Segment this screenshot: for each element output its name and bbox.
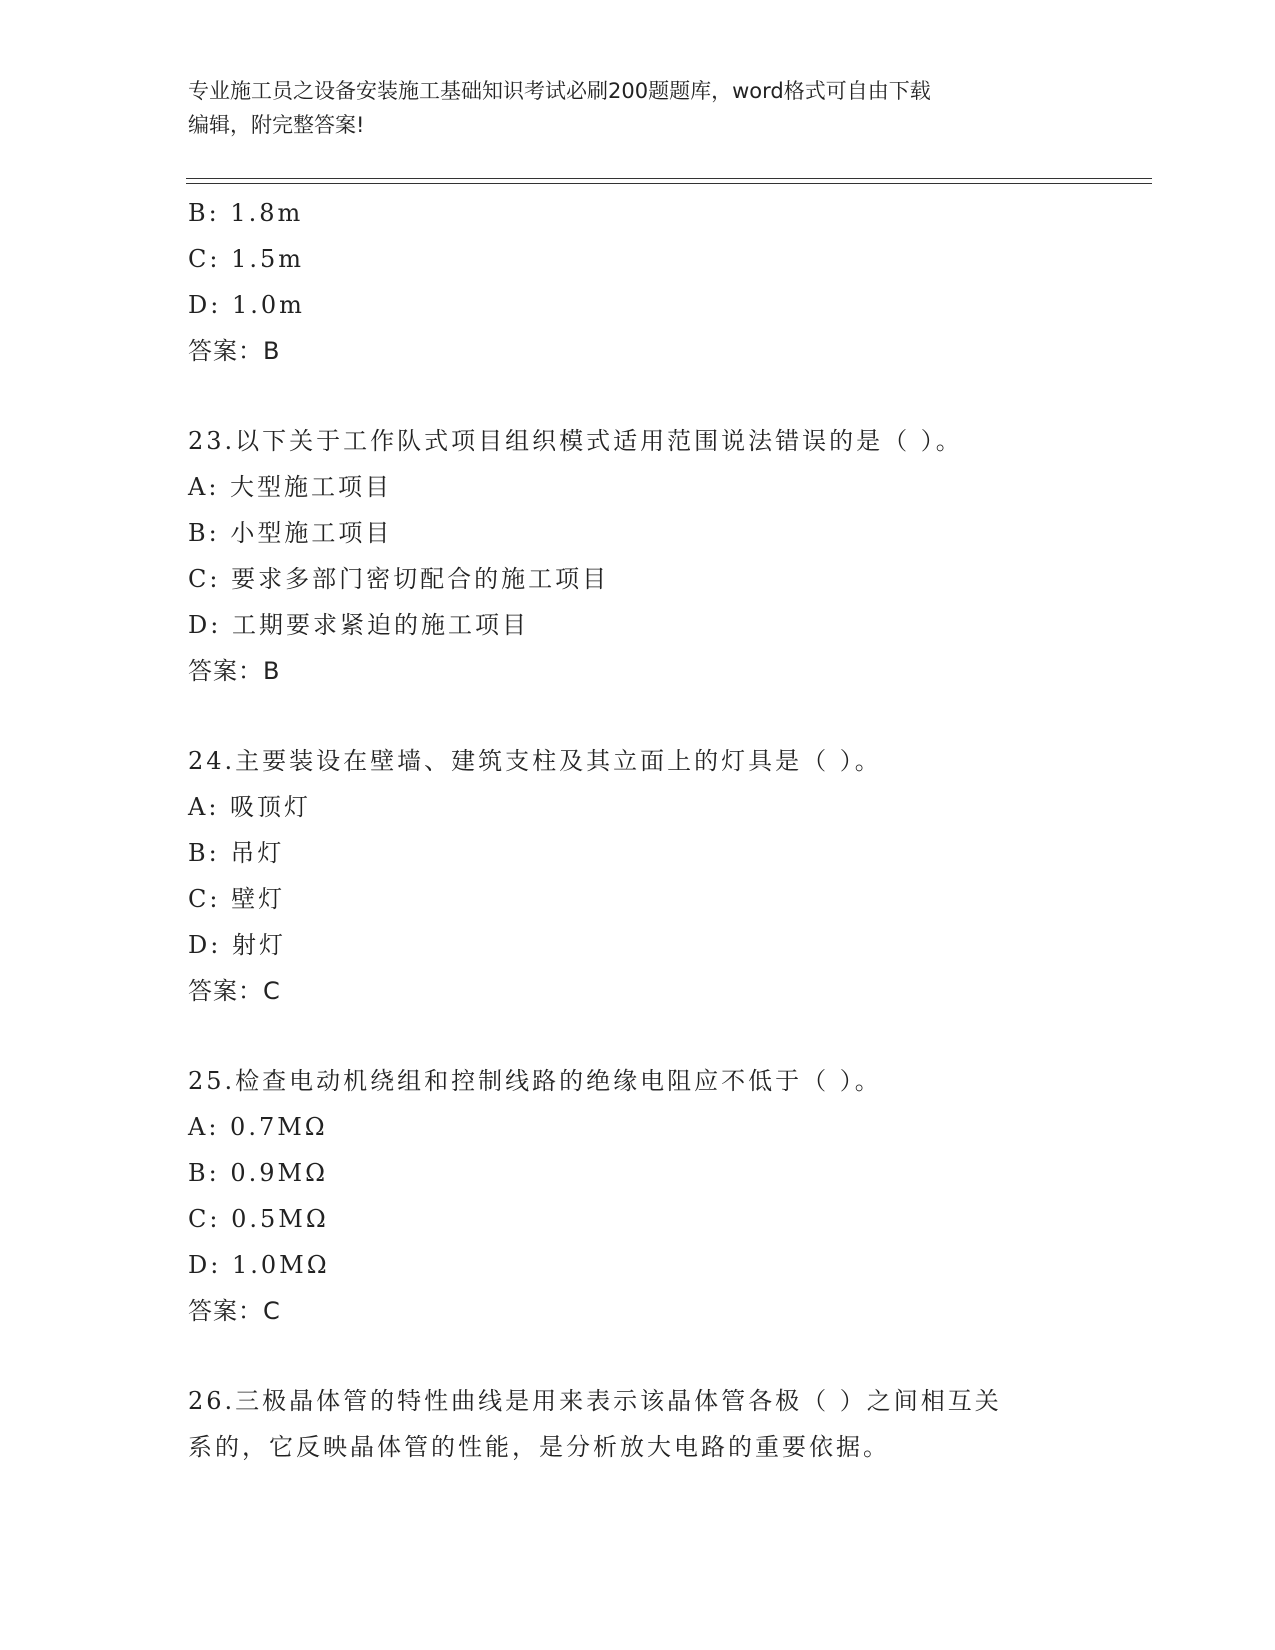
option-b: B: 1.8m	[188, 199, 304, 227]
option-a: A: 0.7MΩ	[188, 1113, 328, 1141]
answer: 答案：B	[188, 337, 281, 365]
question-text-line-1: 26.三极晶体管的特性曲线是用来表示该晶体管各极（ ）之间相互关	[188, 1387, 1002, 1415]
header-divider-bottom	[186, 183, 1152, 184]
option-c: C: 壁灯	[188, 885, 286, 913]
question-text: 23.以下关于工作队式项目组织模式适用范围说法错误的是（ ）。	[188, 427, 963, 455]
answer: 答案：C	[188, 1297, 281, 1325]
option-a: A: 吸顶灯	[188, 793, 312, 821]
header-title-line-1: 专业施工员之设备安装施工基础知识考试必刷200题题库，word格式可自由下载	[188, 79, 931, 103]
header-title-line-2: 编辑，附完整答案!	[188, 113, 365, 137]
spacer	[188, 1334, 1148, 1378]
answer: 答案：C	[188, 977, 281, 1005]
option-b: B: 0.9MΩ	[188, 1159, 328, 1187]
header-divider-top	[186, 178, 1152, 179]
question-24	[188, 738, 1148, 1014]
question-list	[188, 190, 1148, 1470]
spacer	[188, 374, 1148, 418]
spacer	[188, 1014, 1148, 1058]
option-b: B: 吊灯	[188, 839, 285, 867]
question-23	[188, 418, 1148, 694]
option-b: B: 小型施工项目	[188, 519, 393, 547]
option-d: D: 射灯	[188, 931, 286, 959]
option-c: C: 要求多部门密切配合的施工项目	[188, 565, 610, 593]
option-c: C: 0.5MΩ	[188, 1205, 329, 1233]
question-22	[188, 190, 1148, 374]
question-text-line-2: 系的，它反映晶体管的性能，是分析放大电路的重要依据。	[188, 1433, 890, 1461]
option-a: A: 大型施工项目	[188, 473, 393, 501]
question-25	[188, 1058, 1148, 1334]
option-d: D: 1.0m	[188, 291, 305, 319]
option-d: D: 工期要求紧迫的施工项目	[188, 611, 529, 639]
question-text: 24.主要装设在壁墙、建筑支柱及其立面上的灯具是（ ）。	[188, 747, 882, 775]
spacer	[188, 694, 1148, 738]
answer: 答案：B	[188, 657, 281, 685]
option-d: D: 1.0MΩ	[188, 1251, 330, 1279]
question-text: 25.检查电动机绕组和控制线路的绝缘电阻应不低于（ ）。	[188, 1067, 882, 1095]
document-header	[188, 74, 1088, 142]
option-c: C: 1.5m	[188, 245, 305, 273]
question-26	[188, 1378, 1148, 1470]
